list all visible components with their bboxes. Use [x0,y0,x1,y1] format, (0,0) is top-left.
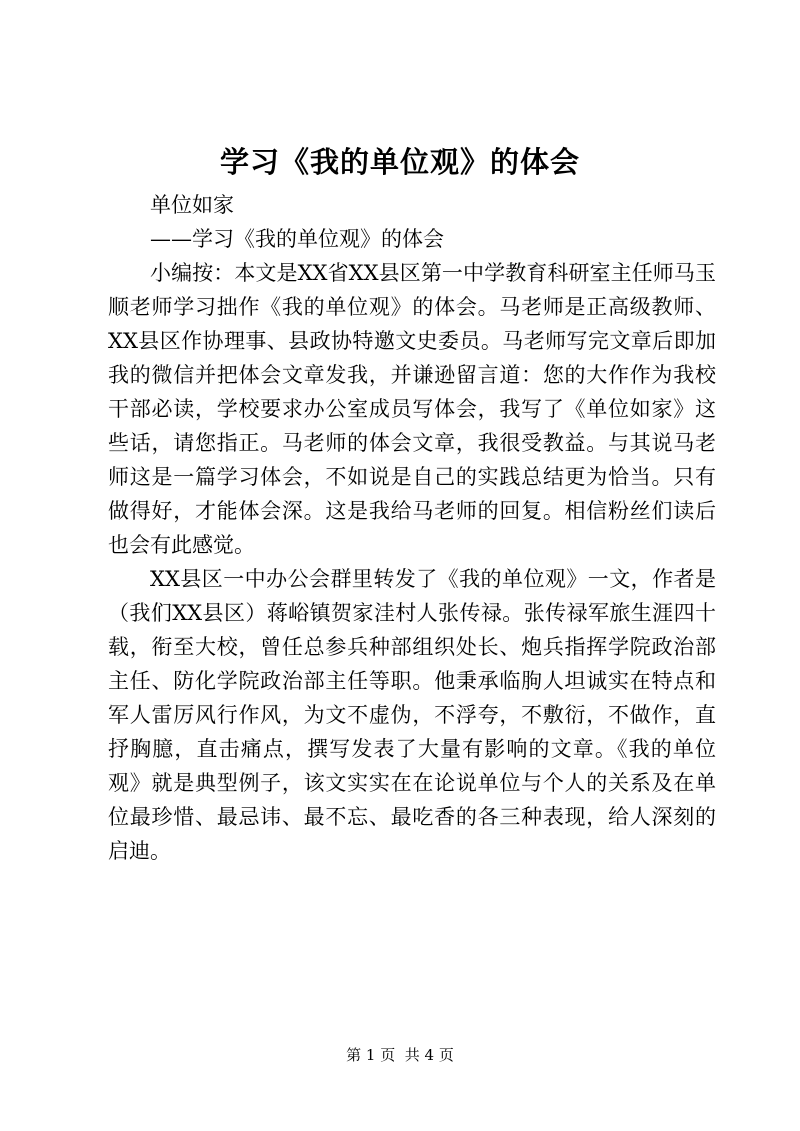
document-body [108,188,716,868]
page-number: 第 1 页 [346,1046,396,1064]
body-paragraph: XX县区一中办公会群里转发了《我的单位观》一文，作者是（我们XX县区）蒋峪镇贺家洼村人张传禄。张传禄军旅生涯四十载，衔至大校，曾任总参兵种部组织处长、炮兵指挥学院政治部主任、防化学院政治部主任等职。他秉承临朐人坦诚实在特点和军人雷厉风行作风，为文不虚伪，不浮夸，不敷衍，不做作，直抒胸臆，直击痛点，撰写发表了大量有影响的文章。《我的单位观》就是典型例子，该文实实在在论说单位与个人的关系及在单位最珍惜、最忌讳、最不忘、最吃香的各三种表现，给人深刻的启迪。 [108,567,716,863]
footer-gap [395,1046,405,1064]
page-footer [0,1044,800,1066]
page-total: 共 4 页 [404,1046,454,1064]
subtitle-line: ——学习《我的单位观》的体会 [150,227,444,251]
subtitle-heading: 单位如家 [150,193,234,217]
editor-note-paragraph: 小编按：本文是XX省XX县区第一中学教育科研室主任师马玉顺老师学习拙作《我的单位观》的体会。马老师是正高级教师、XX县区作协理事、县政协特邀文史委员。马老师写完文章后即加我的微信并把体会文章发我，并谦逊留言道：您的大作作为我校干部必读，学校要求办公室成员写体会，我写了《单位如家》这些话，请您指正。马老师的体会文章，我很受教益。与其说马老师这是一篇学习体会，不如说是自己的实践总结更为恰当。只有做得好，才能体会深。这是我给马老师的回复。相信粉丝们读后也会有此感觉。 [108,261,716,557]
document-title: 学习《我的单位观》的体会 [219,145,580,179]
